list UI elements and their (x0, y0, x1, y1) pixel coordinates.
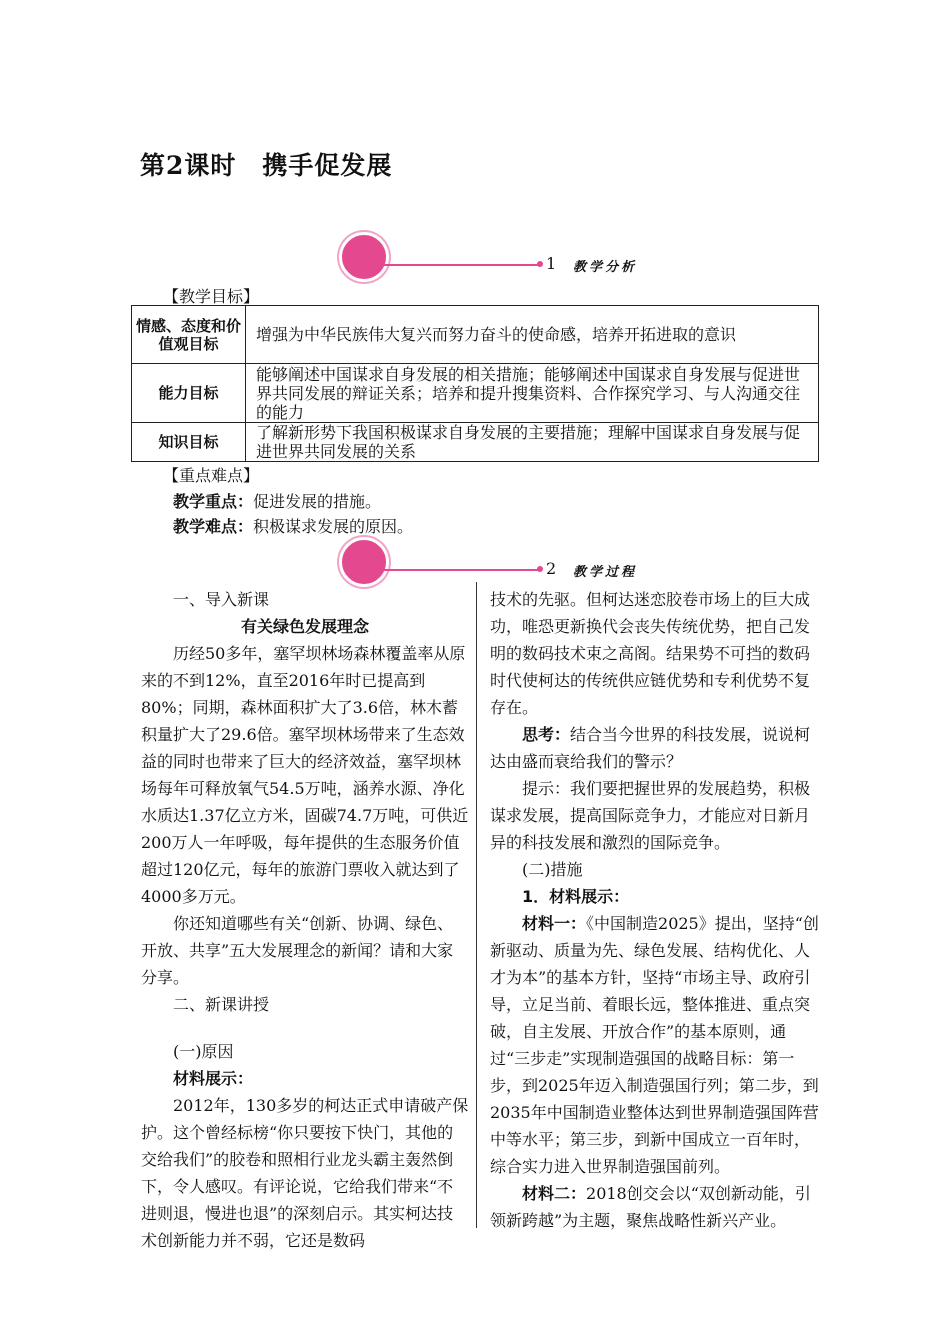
keypoints-heading: 【重点难点】 (163, 466, 260, 485)
material-show-label: 1．材料展示： (522, 887, 630, 906)
reason-heading: (一)原因 (173, 1042, 234, 1061)
banner-label: 教学分析 (573, 260, 638, 275)
material-title: 有关绿色发展理念 (240, 617, 369, 636)
goal-text: 了解新形势下我国积极谋求自身发展的主要措施；理解中国谋求自身发展与促进世界共同发展的关系 (246, 423, 819, 462)
paragraph: 技术的先驱。但柯达迷恋胶卷市场上的巨大成功，唯恐更新换代会丧失传统优势，把自己发明的数码技术束之高阁。结果势不可挡的数码时代使柯达的传统供应链优势和专利优势不复存在。 (490, 590, 811, 717)
lesson-topic: 携手促发展 (262, 151, 393, 180)
paragraph: 2012年，130多岁的柯达正式申请破产保护。这个曾经标榜“你只要按下快门，其他的交给我们”的胶卷和照相行业龙头霸主轰然倒下，令人感叹。有评论说，它给我们带来“不进则退，慢进也退”的深刻启示。其实柯达技术创新能力并不弱，它还是数码 (141, 1096, 469, 1250)
banner-number: 2 (546, 559, 557, 578)
goal-label: 能力目标 (132, 364, 246, 423)
goals-table (131, 305, 819, 462)
new-lesson-heading: 二、新课讲授 (173, 995, 270, 1014)
left-column (141, 586, 469, 1254)
difficulty-text: 积极谋求发展的原因。 (253, 517, 414, 536)
right-column (490, 586, 820, 1234)
banner-number: 1 (546, 254, 557, 273)
measures-heading: (二)措施 (522, 860, 583, 879)
difficulty-line (173, 514, 413, 537)
think-line (490, 721, 820, 775)
material-1-text: 《中国制造2025》提出，坚持“创新驱动、质量为先、绿色发展、结构优化、人才为本”的基本方针，坚持“市场主导、政府引导，立足当前、着眼长远，整体推进、重点突破，自主发展、开放合作”的基本原则，通过“三步走”实现制造强国的战略目标：第一步，到2025年迈入制造强国行列；第二步，到2035年中国制造业整体达到世界制造强国阵营中等水平；第三步，到新中国成立一百年时，综合实力进入世界制造强国前列。 (490, 914, 819, 1176)
banner-dot-icon (537, 261, 543, 267)
goal-text: 增强为中华民族伟大复兴而努力奋斗的使命感，培养开拓进取的意识 (246, 306, 819, 364)
material-1-label: 材料一： (522, 914, 587, 933)
goal-text: 能够阐述中国谋求自身发展的相关措施；能够阐述中国谋求自身发展与促进世界共同发展的辩证关系；培养和提升搜集资料、合作探究学习、与人沟通交往的能力 (246, 364, 819, 423)
banner-label: 教学过程 (573, 565, 638, 580)
lesson-number: 第2课时 (140, 151, 237, 180)
think-text: 结合当今世界的科技发展，说说柯达由盛而衰给我们的警示？ (490, 725, 811, 771)
focus-label: 教学重点： (173, 492, 254, 511)
banner-line (384, 569, 538, 571)
spacer (141, 1018, 469, 1038)
paragraph: 历经50多年，塞罕坝林场森林覆盖率从原来的不到12%，直至2016年时已提高到80%；同期，森林面积扩大了3.6倍，林木蓄积量扩大了29.6倍。塞罕坝林场带来了生态效益的同时也带来了巨大的经济效益，塞罕坝林场每年可释放氧气54.5万吨，涵养水源、净化水质达1.37亿立方米，固碳74.7万吨，可供近200万人一年呼吸，每年提供的生态服务价值超过120亿元，每年的旅游门票收入就达到了4000多万元。 (141, 644, 469, 906)
material-label: 材料展示： (173, 1069, 254, 1088)
think-label: 思考： (522, 725, 571, 744)
banner-circle-inner-icon (339, 537, 389, 587)
goal-label: 情感、态度和价值观目标 (132, 306, 246, 364)
goals-heading: 【教学目标】 (163, 287, 260, 306)
difficulty-label: 教学难点： (173, 517, 254, 536)
hint-paragraph: 提示：我们要把握世界的发展趋势，积极谋求发展，提高国际竞争力，才能应对日新月异的科技发展和激烈的国际竞争。 (490, 779, 811, 852)
focus-text: 促进发展的措施。 (253, 492, 382, 511)
table-row (132, 306, 819, 364)
material-1 (490, 910, 820, 1180)
banner-circle-inner-icon (339, 232, 389, 282)
page-title (140, 146, 392, 182)
material-2-label: 材料二： (522, 1184, 587, 1203)
banner-line (384, 264, 538, 266)
column-divider (476, 582, 477, 1228)
material-2 (490, 1180, 820, 1234)
focus-line (173, 489, 381, 512)
material-2-text: 2018创交会以“双创新动能，引领新跨越”为主题，聚焦战略性新兴产业。 (490, 1184, 811, 1230)
goal-label: 知识目标 (132, 423, 246, 462)
intro-heading: 一、导入新课 (173, 590, 270, 609)
table-row (132, 423, 819, 462)
table-row (132, 364, 819, 423)
paragraph: 你还知道哪些有关“创新、协调、绿色、开放、共享”五大发展理念的新闻？请和大家分享。 (141, 914, 454, 987)
banner-dot-icon (537, 566, 543, 572)
